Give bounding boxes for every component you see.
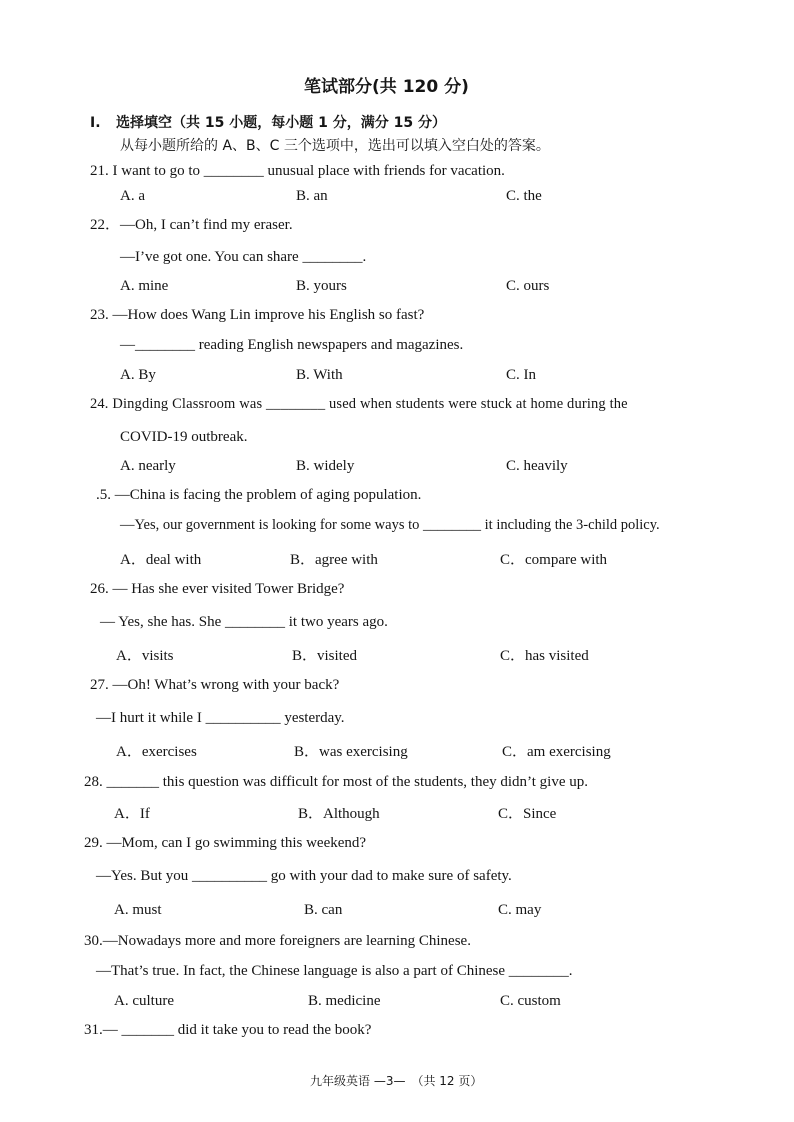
question-stem-continued: —I hurt it while I __________ yesterday. bbox=[96, 710, 345, 726]
question-stem-continued: —Yes. But you __________ go with your dad to make sure of safety. bbox=[96, 868, 512, 884]
question-stem: 30.—Nowadays more and more foreigners are learning Chinese. bbox=[84, 933, 471, 949]
question-stem: 28. _______ this question was difficult for most of the students, they didn’t give up. bbox=[84, 774, 588, 790]
question-stem: 22．—Oh, I can’t find my eraser. bbox=[90, 217, 293, 233]
option-b: B. With bbox=[296, 367, 343, 383]
option-a: A．If bbox=[114, 806, 150, 822]
option-b: B. can bbox=[304, 902, 343, 918]
option-c: C. the bbox=[506, 188, 542, 204]
option-a: A. a bbox=[120, 188, 145, 204]
option-c: C. In bbox=[506, 367, 536, 383]
question-stem: 24. Dingding Classroom was ________ used when students were stuck at home during the bbox=[90, 396, 628, 412]
option-c: C. heavily bbox=[506, 458, 568, 474]
page-title: 笔试部分(共 120 分) bbox=[304, 77, 469, 97]
option-c: C. may bbox=[498, 902, 542, 918]
option-a: A. mine bbox=[120, 278, 169, 294]
question-stem-continued: COVID-19 outbreak. bbox=[120, 429, 248, 445]
option-b: B．Although bbox=[298, 806, 380, 822]
option-c: C. custom bbox=[500, 993, 561, 1009]
question-stem: 26. — Has she ever visited Tower Bridge? bbox=[90, 581, 345, 597]
question-stem: 31.— _______ did it take you to read the book? bbox=[84, 1022, 372, 1038]
option-b: B．visited bbox=[292, 648, 358, 664]
option-a: A．visits bbox=[116, 648, 174, 664]
question-stem-continued: —That’s true. In fact, the Chinese language is also a part of Chinese ________. bbox=[96, 963, 573, 979]
option-a: A. nearly bbox=[120, 458, 176, 474]
question-stem: 23. —How does Wang Lin improve his English so fast? bbox=[90, 307, 425, 323]
section-label: I. bbox=[90, 115, 101, 131]
question-stem-continued: —________ reading English newspapers and magazines. bbox=[120, 337, 464, 353]
question-stem-continued: —I’ve got one. You can share ________. bbox=[120, 249, 367, 265]
option-b: B．was exercising bbox=[294, 744, 408, 760]
option-c: C．compare with bbox=[500, 552, 608, 568]
option-a: A. must bbox=[114, 902, 162, 918]
option-b: B. yours bbox=[296, 278, 347, 294]
option-a: A．deal with bbox=[120, 552, 202, 568]
section-instruction: 从每小题所给的 A、B、C 三个选项中，选出可以填入空白处的答案。 bbox=[120, 138, 550, 154]
option-b: B．agree with bbox=[290, 552, 378, 568]
option-a: A. By bbox=[120, 367, 156, 383]
section-title: 选择填空（共 15 小题，每小题 1 分，满分 15 分） bbox=[116, 115, 446, 131]
question-stem-continued: — Yes, she has. She ________ it two years ago. bbox=[100, 614, 388, 630]
option-c: C．Since bbox=[498, 806, 557, 822]
option-b: B. medicine bbox=[308, 993, 381, 1009]
option-c: C．am exercising bbox=[502, 744, 611, 760]
option-c: C．has visited bbox=[500, 648, 589, 664]
question-stem: 27. —Oh! What’s wrong with your back? bbox=[90, 677, 340, 693]
option-b: B. an bbox=[296, 188, 328, 204]
option-b: B. widely bbox=[296, 458, 355, 474]
question-stem: 21. I want to go to ________ unusual place with friends for vacation. bbox=[90, 163, 505, 179]
question-stem: 29. —Mom, can I go swimming this weekend? bbox=[84, 835, 367, 851]
question-stem: .5. —China is facing the problem of aging population. bbox=[96, 487, 422, 503]
page-footer: 九年级英语 —3— （共 12 页） bbox=[310, 1074, 483, 1088]
question-stem-continued: —Yes, our government is looking for some ways to ________ it including the 3-child policy. bbox=[120, 517, 660, 533]
option-c: C. ours bbox=[506, 278, 550, 294]
option-a: A．exercises bbox=[116, 744, 197, 760]
option-a: A. culture bbox=[114, 993, 174, 1009]
